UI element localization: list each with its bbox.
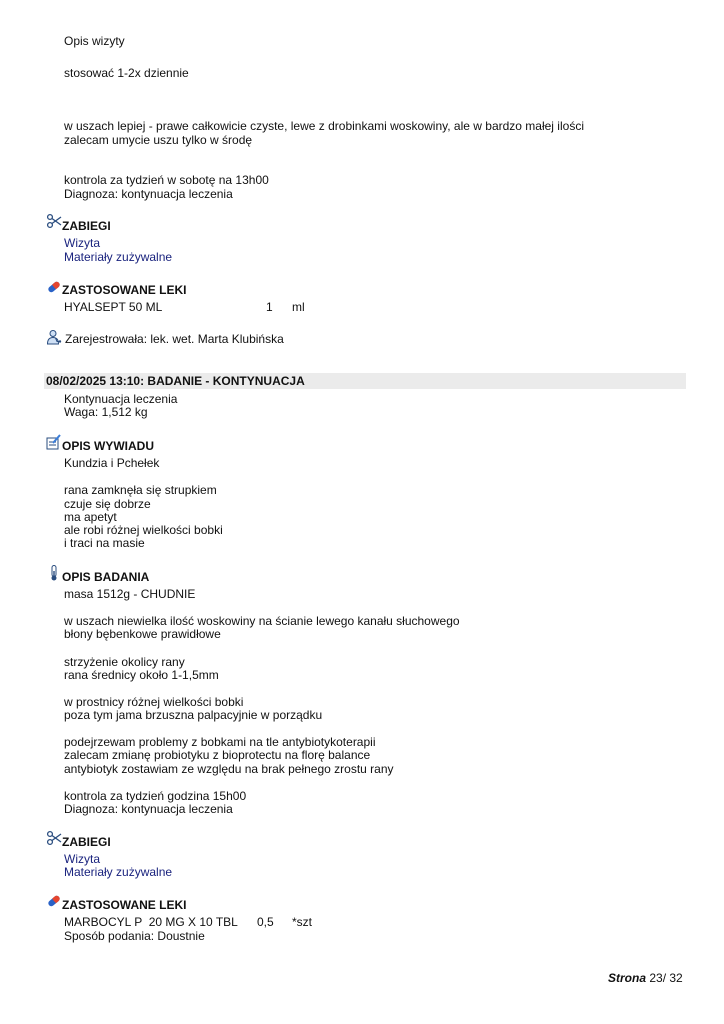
wywiad-line: ma apetyt [64,510,117,524]
section-heading-badanie: OPIS BADANIA [62,570,150,584]
interview-icon [46,434,62,450]
badanie-line: błony bębenkowe prawidłowe [64,627,221,641]
registered-by: Zarejestrowała: lek. wet. Marta Klubińska [65,332,284,346]
section-heading-wywiad: OPIS WYWIADU [62,439,154,453]
badanie-line: w prostnicy różnej wielkości bobki [64,695,244,709]
badanie-line: rana średnicy około 1-1,5mm [64,668,219,682]
badanie-line: poza tym jama brzuszna palpacyjnie w porządku [64,708,323,722]
badanie-line: strzyżenie okolicy rany [64,655,185,669]
weight-line: Waga: 1,512 kg [64,405,148,419]
badanie-line: kontrola za tydzień godzina 15h00 [64,789,247,803]
page-count: 23/ 32 [649,971,683,985]
administration-route: Sposób podania: Doustnie [64,929,205,943]
diagnosis-line: Diagnoza: kontynuacja leczenia [64,802,233,816]
section-heading-zabiegi: ZABIEGI [62,219,111,233]
pill-icon [46,279,62,295]
drug-unit: ml [292,300,305,314]
visit-note-line: kontrola za tydzień w sobotę na 13h00 [64,173,269,187]
zabieg-item: Wizyta [64,236,100,250]
visit-note-line: w uszach lepiej - prawe całkowicie czyste, lewe z drobinkami woskowiny, ale w bardzo małej ilości [64,119,584,133]
drug-qty: 1 [266,300,273,314]
drug-name: MARBOCYL P 20 MG X 10 TBL [64,915,238,929]
wywiad-line: i traci na masie [64,536,145,550]
diagnosis-line: Diagnoza: kontynuacja leczenia [64,187,233,201]
wywiad-line: czuje się dobrze [64,497,151,511]
badanie-line: zalecam zmianę probiotyku z bioprotectu na florę balance [64,748,371,762]
zabieg-item: Wizyta [64,852,100,866]
page-number [608,971,683,985]
visit-header: 08/02/2025 13:10: BADANIE - KONTYNUACJA [46,374,305,388]
visit-intro-line: Kontynuacja leczenia [64,392,178,406]
zabieg-item: Materiały zużywalne [64,865,173,879]
drug-unit: *szt [292,915,313,929]
badanie-line: antybiotyk zostawiam ze względu na brak pełnego zrostu rany [64,762,394,776]
visit-note-line: stosować 1-2x dziennie [64,66,189,80]
visit-note-line: zalecam umycie uszu tylko w środę [64,133,253,147]
page-label: Strona [608,971,647,985]
section-heading-zabiegi: ZABIEGI [62,835,111,849]
drug-name: HYALSEPT 50 ML [64,300,163,314]
section-heading-leki: ZASTOSOWANE LEKI [62,898,187,912]
scissors-icon [46,213,62,229]
wywiad-line: ale robi różnej wielkości bobki [64,523,223,537]
badanie-line: w uszach niewielka ilość woskowiny na ścianie lewego kanału słuchowego [64,614,460,628]
section-heading-leki: ZASTOSOWANE LEKI [62,283,187,297]
wywiad-line: rana zamknęła się strupkiem [64,483,217,497]
doctor-icon [46,329,62,345]
scissors-icon [46,830,62,846]
thermometer-icon [46,565,62,581]
badanie-line: masa 1512g - CHUDNIE [64,587,196,601]
drug-qty: 0,5 [257,915,274,929]
opis-wizyty-label: Opis wizyty [64,34,125,48]
wywiad-line: Kundzia i Pchełek [64,456,160,470]
zabieg-item: Materiały zużywalne [64,250,173,264]
badanie-line: podejrzewam problemy z bobkami na tle antybiotykoterapii [64,735,376,749]
pill-icon [46,893,62,909]
